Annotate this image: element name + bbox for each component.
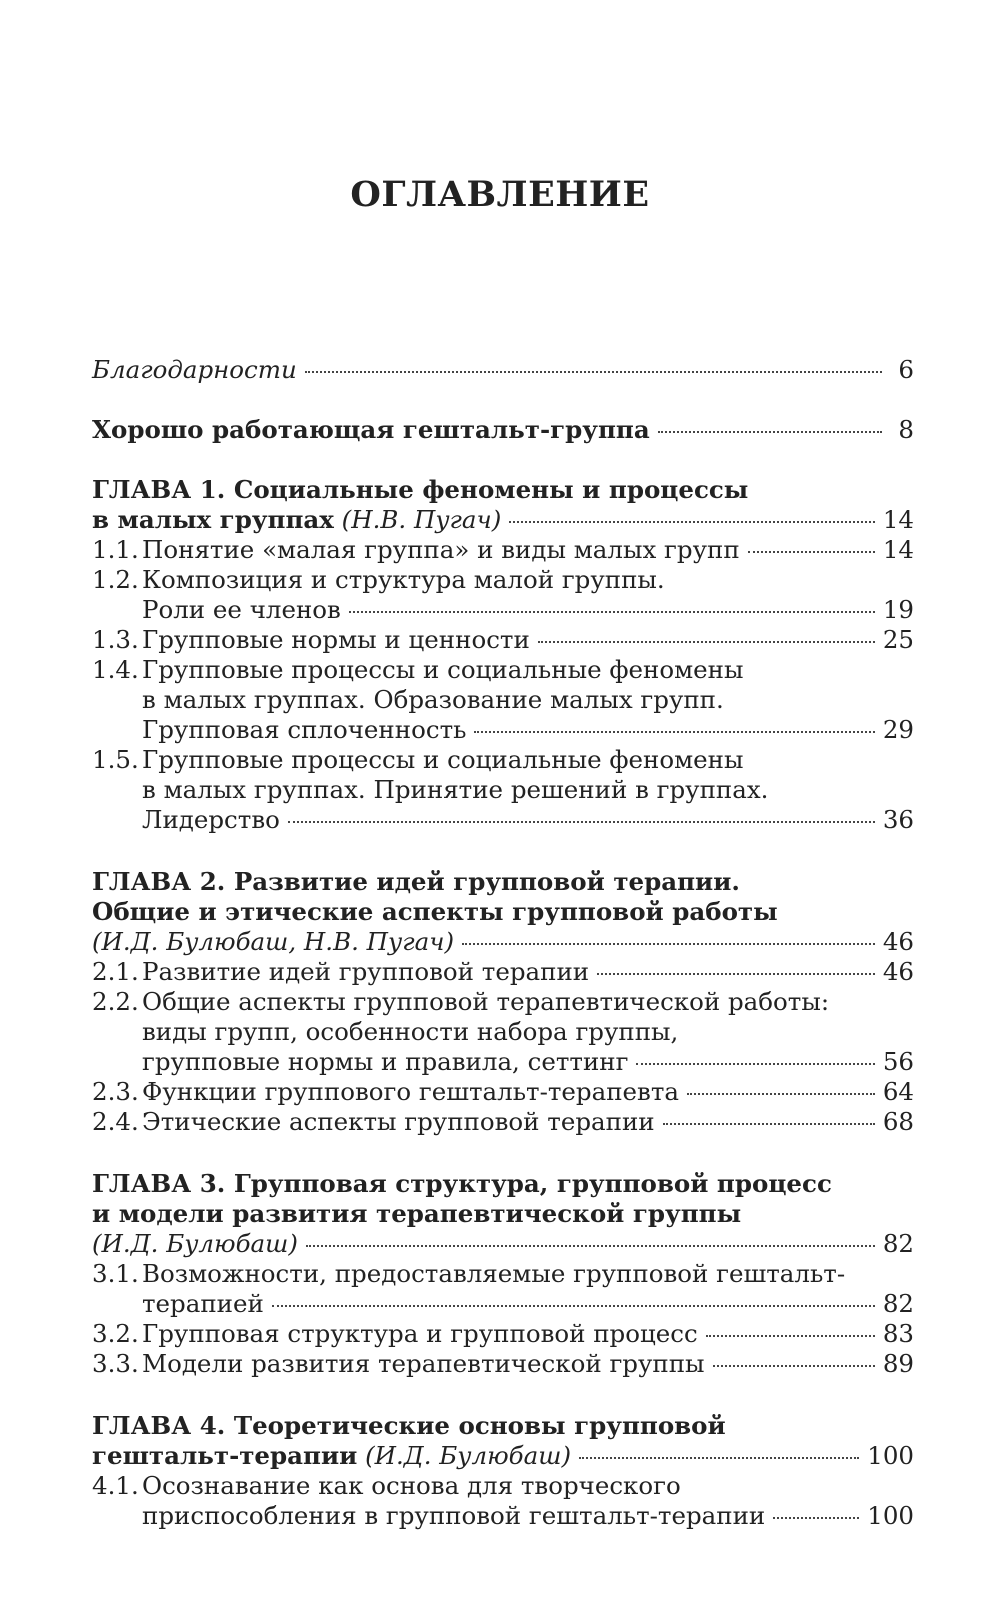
section-number: 3.3. xyxy=(92,1349,139,1378)
section-title: Групповые нормы и ценности xyxy=(142,625,530,654)
section-number: 1.3. xyxy=(92,625,139,654)
chapter-title-cont: и модели развития терапевтической группы xyxy=(92,1199,742,1228)
toc-entry-thanks[interactable] xyxy=(92,355,914,385)
section-title: Групповые процессы и социальные феномены xyxy=(142,655,744,684)
dot-leader xyxy=(687,1093,875,1095)
chapter-title: ГЛАВА 2. Развитие идей групповой терапии. xyxy=(92,867,740,896)
section-title: Этические аспекты групповой терапии xyxy=(142,1107,655,1136)
page-number: 19 xyxy=(882,595,914,624)
dot-leader xyxy=(579,1457,859,1459)
section-number: 2.2. xyxy=(92,987,139,1016)
dot-leader xyxy=(305,371,882,373)
dot-leader xyxy=(658,431,882,433)
section-title-cont: Роли ее членов xyxy=(142,595,341,624)
page-number: 6 xyxy=(898,355,914,384)
dot-leader xyxy=(636,1063,874,1065)
page-number: 46 xyxy=(882,927,914,956)
section-number: 1.1. xyxy=(92,535,139,564)
page-number: 56 xyxy=(882,1047,914,1076)
section-title: Модели развития терапевтической группы xyxy=(142,1349,705,1378)
toc-chapter-4[interactable] xyxy=(92,1411,914,1471)
section-number: 2.1. xyxy=(92,957,139,986)
section-title-cont: Лидерство xyxy=(142,805,280,834)
dot-leader xyxy=(349,611,875,613)
section-title-cont: в малых группах. Образование малых групп. xyxy=(142,685,724,714)
toc-section-1-2[interactable] xyxy=(92,565,914,625)
page-title: ОГЛАВЛЕНИЕ xyxy=(350,174,650,215)
page-number: 64 xyxy=(882,1077,914,1106)
section-title: Возможности, предоставляемые групповой гештальт- xyxy=(142,1259,846,1288)
chapter-title-cont: гештальт-терапии xyxy=(92,1441,358,1470)
section-number: 1.4. xyxy=(92,655,139,684)
toc-section-3-3[interactable] xyxy=(92,1349,914,1379)
page-number: 89 xyxy=(882,1349,914,1378)
section-number: 2.4. xyxy=(92,1107,139,1136)
section-title: Понятие «малая группа» и виды малых групп xyxy=(142,535,740,564)
section-number: 2.3. xyxy=(92,1077,139,1106)
page-number: 14 xyxy=(882,505,914,534)
toc-section-2-3[interactable] xyxy=(92,1077,914,1107)
toc-section-2-4[interactable] xyxy=(92,1107,914,1137)
chapter-author: (И.Д. Булюбаш) xyxy=(92,1229,298,1258)
toc-section-1-4[interactable] xyxy=(92,655,914,745)
toc-section-1-5[interactable] xyxy=(92,745,914,835)
entry-title: Благодарности xyxy=(92,355,297,384)
toc-chapter-2[interactable] xyxy=(92,867,914,957)
page-number: 8 xyxy=(898,415,914,444)
section-title: Групповая структура и групповой процесс xyxy=(142,1319,698,1348)
dot-leader xyxy=(272,1305,875,1307)
chapter-title-cont: в малых группах xyxy=(92,505,334,534)
dot-leader xyxy=(509,521,874,523)
toc-chapter-1[interactable] xyxy=(92,475,914,535)
page-number: 29 xyxy=(882,715,914,744)
chapter-author: (И.Д. Булюбаш, Н.В. Пугач) xyxy=(92,927,455,956)
page-number: 46 xyxy=(882,957,914,986)
dot-leader xyxy=(597,973,875,975)
dot-leader xyxy=(462,943,875,945)
toc-section-2-1[interactable] xyxy=(92,957,914,987)
toc-section-4-1[interactable] xyxy=(92,1471,914,1531)
toc-section-2-2[interactable] xyxy=(92,987,914,1077)
page-number: 68 xyxy=(882,1107,914,1136)
section-title-cont: в малых группах. Принятие решений в группах. xyxy=(142,775,769,804)
section-title-cont: виды групп, особенности набора группы, xyxy=(142,1017,679,1046)
chapter-title-cont: Общие и этические аспекты групповой работы xyxy=(92,897,778,926)
dot-leader xyxy=(306,1245,875,1247)
page-number: 100 xyxy=(867,1501,914,1530)
section-title: Групповые процессы и социальные феномены xyxy=(142,745,744,774)
page-number: 25 xyxy=(882,625,914,654)
section-number: 3.1. xyxy=(92,1259,139,1288)
page-number: 36 xyxy=(882,805,914,834)
dot-leader xyxy=(538,641,875,643)
chapter-title: ГЛАВА 4. Теоретические основы групповой xyxy=(92,1411,726,1440)
toc-section-1-1[interactable] xyxy=(92,535,914,565)
page-number: 14 xyxy=(882,535,914,564)
entry-title: Хорошо работающая гештальт-группа xyxy=(92,415,650,444)
chapter-title: ГЛАВА 3. Групповая структура, групповой процесс xyxy=(92,1169,832,1198)
toc-entry-intro[interactable] xyxy=(92,415,914,445)
section-title: Композиция и структура малой группы. xyxy=(142,565,665,594)
section-title: Развитие идей групповой терапии xyxy=(142,957,590,986)
section-number: 1.5. xyxy=(92,745,139,774)
toc-section-1-3[interactable] xyxy=(92,625,914,655)
page-number: 82 xyxy=(882,1289,914,1318)
section-title: Функции группового гештальт-терапевта xyxy=(142,1077,679,1106)
toc-chapter-3[interactable] xyxy=(92,1169,914,1259)
page-number: 82 xyxy=(882,1229,914,1258)
section-title: Осознавание как основа для творческого xyxy=(142,1471,681,1500)
dot-leader xyxy=(713,1365,875,1367)
page-number: 100 xyxy=(867,1441,914,1470)
toc-section-3-2[interactable] xyxy=(92,1319,914,1349)
section-number: 3.2. xyxy=(92,1319,139,1348)
page-number: 83 xyxy=(882,1319,914,1348)
chapter-title: ГЛАВА 1. Социальные феномены и процессы xyxy=(92,475,749,504)
section-title-cont: Групповая сплоченность xyxy=(142,715,467,744)
section-title-cont: приспособления в групповой гештальт-терапии xyxy=(142,1501,766,1530)
dot-leader xyxy=(288,821,875,823)
chapter-author: (Н.В. Пугач) xyxy=(341,505,502,534)
dot-leader xyxy=(706,1335,875,1337)
section-title-cont: групповые нормы и правила, сеттинг xyxy=(142,1047,629,1076)
dot-leader xyxy=(663,1123,875,1125)
chapter-author: (И.Д. Булюбаш) xyxy=(365,1441,572,1470)
section-number: 4.1. xyxy=(92,1471,139,1500)
section-title-cont: терапией xyxy=(142,1289,264,1318)
section-number: 1.2. xyxy=(92,565,139,594)
dot-leader xyxy=(748,551,875,553)
table-of-contents xyxy=(92,355,914,1531)
dot-leader xyxy=(474,731,874,733)
toc-section-3-1[interactable] xyxy=(92,1259,914,1319)
dot-leader xyxy=(773,1517,859,1519)
section-title: Общие аспекты групповой терапевтической работы: xyxy=(142,987,830,1016)
